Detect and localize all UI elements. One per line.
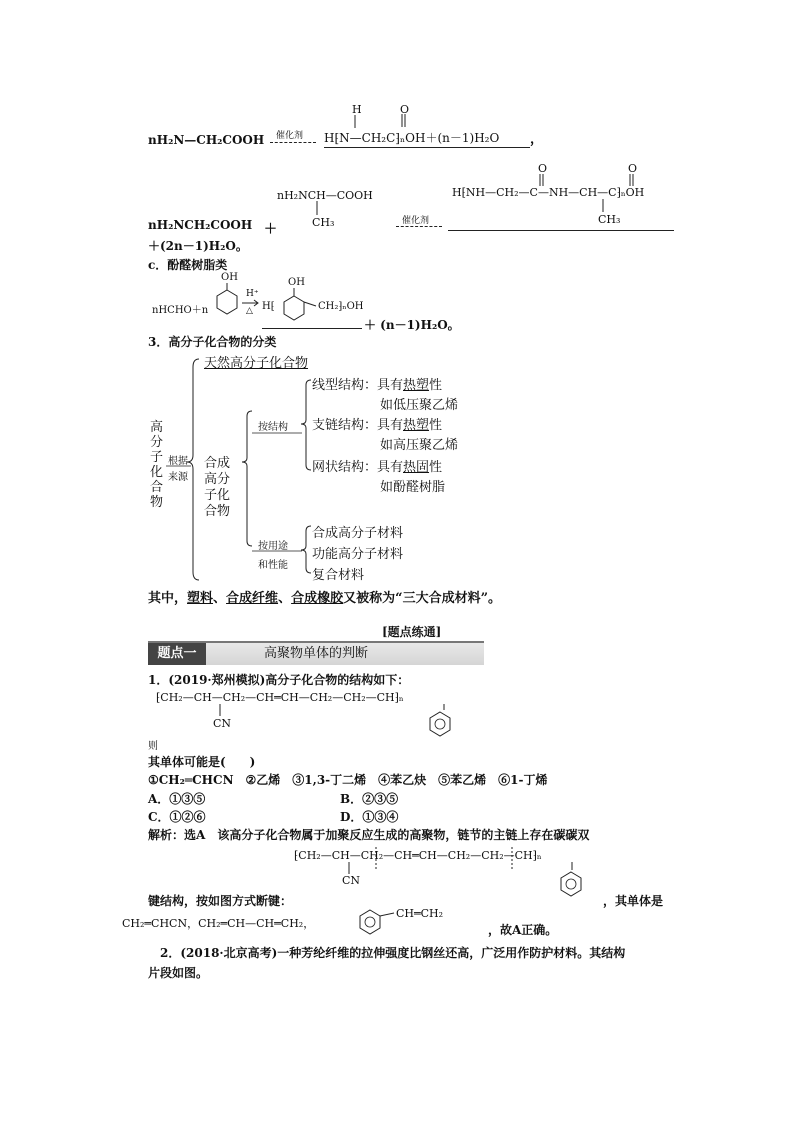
reaction2-product-sub: CH₃ — [598, 213, 621, 226]
reaction2-reactant2: nH₂NCH—COOH — [277, 189, 373, 202]
use-item-composite: 复合材料 — [312, 568, 365, 583]
q2-line1: 2．(2018·北京高考)一种芳纶纤维的拉伸强度比钢丝还高，广泛用作防护材料。其结构 — [160, 946, 626, 960]
reaction2-reactant2-sub: CH₃ — [312, 216, 335, 229]
q1-monomers: ①CH₂═CHCN ②乙烯 ③1,3-丁二烯 ④苯乙炔 ⑤苯乙烯 ⑥1-丁烯 — [148, 773, 548, 787]
by-structure-label: 按结构 — [258, 422, 288, 433]
reaction1-product: H⁅N—CH₂C⁆ₙOH＋(n－1)H₂O — [324, 131, 500, 145]
q1-analysis-styrene: CH═CH₂ — [396, 907, 444, 920]
q1-analysis-cont: 键结构，按如图方式断键： — [148, 894, 293, 908]
root-char: 高 — [150, 420, 164, 435]
structure-example-network: 如酚醛树脂 — [380, 480, 446, 495]
reaction1-catalyst: 催化剂 — [276, 131, 304, 141]
root-char: 合 — [150, 480, 164, 495]
by-use-label-1: 按用途 — [258, 541, 288, 552]
brace-structure — [301, 380, 311, 470]
root-char: 物 — [150, 495, 164, 510]
q1-analysis-monomers: CH₂═CHCN，CH₂═CH—CH═CH₂， — [122, 917, 315, 930]
q1-analysis-cn: CN — [342, 874, 361, 887]
benzene-ring-icon — [561, 872, 581, 896]
benzene-ring-icon — [284, 296, 304, 320]
structure-item-network: 网状结构：具有热固性 — [312, 460, 443, 475]
q1-analysis-mono-intro: ，其单体是 — [603, 894, 664, 908]
by-source-2: 来源 — [168, 472, 188, 483]
root-char: 分 — [150, 435, 164, 450]
phenol-condition-top: H⁺ — [246, 289, 259, 299]
brace-use — [301, 526, 311, 573]
q1-cn: CN — [213, 717, 232, 730]
benzene-ring-icon — [360, 910, 380, 934]
q1-polymer: ⁅CH₂—CH—CH₂—CH═CH—CH₂—CH₂—CH⁆ₙ — [156, 691, 404, 704]
section-c-label: c．酚醛树脂类 — [148, 258, 228, 272]
brace-root — [187, 359, 199, 580]
by-source-1: 根据 — [168, 456, 188, 467]
phenol-product-oh: OH — [288, 277, 305, 288]
structure-example-branched: 如高压聚乙烯 — [380, 438, 459, 453]
banner-tag: 题点一 — [148, 643, 206, 665]
root-char: 子 — [150, 450, 164, 465]
banner-title: 高聚物单体的判断 — [263, 646, 368, 661]
section-3-heading: 3．高分子化合物的分类 — [148, 335, 277, 349]
phenol-reactants: nHCHO＋n — [152, 305, 209, 316]
reaction2-product-o2: O — [628, 162, 638, 175]
q1-analysis-polymer: ⁅CH₂—CH—CH₂—CH═CH—CH₂—CH₂—CH⁆ₙ — [294, 849, 542, 862]
reaction1-comma: ， — [530, 132, 544, 147]
q1-option-d[interactable]: D．①③④ — [340, 810, 399, 824]
phenol-product-suffix: CH₂⁆ₙOH — [318, 301, 364, 312]
reaction1-top-o: O — [400, 103, 410, 116]
q2-line2: 片段如图。 — [148, 966, 209, 980]
q1-stem: 1．(2019·郑州模拟)高分子化合物的结构如下： — [148, 673, 410, 687]
natural-polymer: 天然高分子化合物 — [204, 356, 309, 371]
phenol-product-prefix: H⁅ — [262, 301, 275, 312]
reaction2-product: H⁅NH—CH₂—C—NH—CH—C⁆ₙOH — [452, 186, 645, 199]
root-char: 化 — [150, 465, 164, 480]
practice-label: [题点练通] — [382, 625, 442, 639]
benzene-ring-icon — [217, 290, 237, 314]
structure-example-linear: 如低压聚乙烯 — [380, 398, 459, 413]
q1-analysis-end: ，故A正确。 — [488, 923, 558, 937]
q1-stray: 则 — [148, 741, 158, 752]
q1-option-b[interactable]: B．②③⑤ — [340, 792, 399, 806]
use-item-synthetic: 合成高分子材料 — [312, 526, 404, 541]
reaction2-reactant1: nH₂NCH₂COOH — [148, 218, 253, 232]
root-label — [150, 420, 166, 510]
reaction1-reactant: nH₂N—CH₂COOH — [148, 133, 265, 147]
reaction2-product-o1: O — [538, 162, 548, 175]
reaction2-plus: ＋ — [264, 222, 278, 237]
synthetic-polymer: 合成 高分 子化 合物 — [204, 456, 231, 519]
q1-analysis: 解析：选A 该高分子化合物属于加聚反应生成的高聚物，链节的主链上存在碳碳双 — [148, 828, 590, 842]
topic-banner — [148, 641, 484, 665]
reaction1-top-h: H — [352, 103, 362, 116]
structure-item-branched: 支链结构：具有热塑性 — [312, 418, 443, 433]
section-3-summary: 其中，塑料、合成纤维、合成橡胶又被称为“三大合成材料”。 — [148, 591, 502, 606]
reaction2-continuation: ＋(2n－1)H₂O。 — [148, 239, 248, 253]
by-use-label-2: 和性能 — [258, 560, 288, 571]
q1-ask: 其单体可能是( ) — [148, 755, 256, 769]
phenol-oh: OH — [221, 272, 238, 283]
phenol-condition-bottom: △ — [246, 306, 253, 316]
q1-option-a[interactable]: A．①③⑤ — [148, 792, 206, 806]
use-item-functional: 功能高分子材料 — [312, 547, 404, 562]
benzene-ring-icon — [430, 712, 450, 736]
structure-item-linear: 线型结构：具有热塑性 — [312, 378, 443, 393]
q1-option-c[interactable]: C．①②⑥ — [148, 810, 206, 824]
reaction2-catalyst: 催化剂 — [402, 216, 430, 226]
phenol-water: ＋ (n－1)H₂O。 — [364, 318, 460, 332]
